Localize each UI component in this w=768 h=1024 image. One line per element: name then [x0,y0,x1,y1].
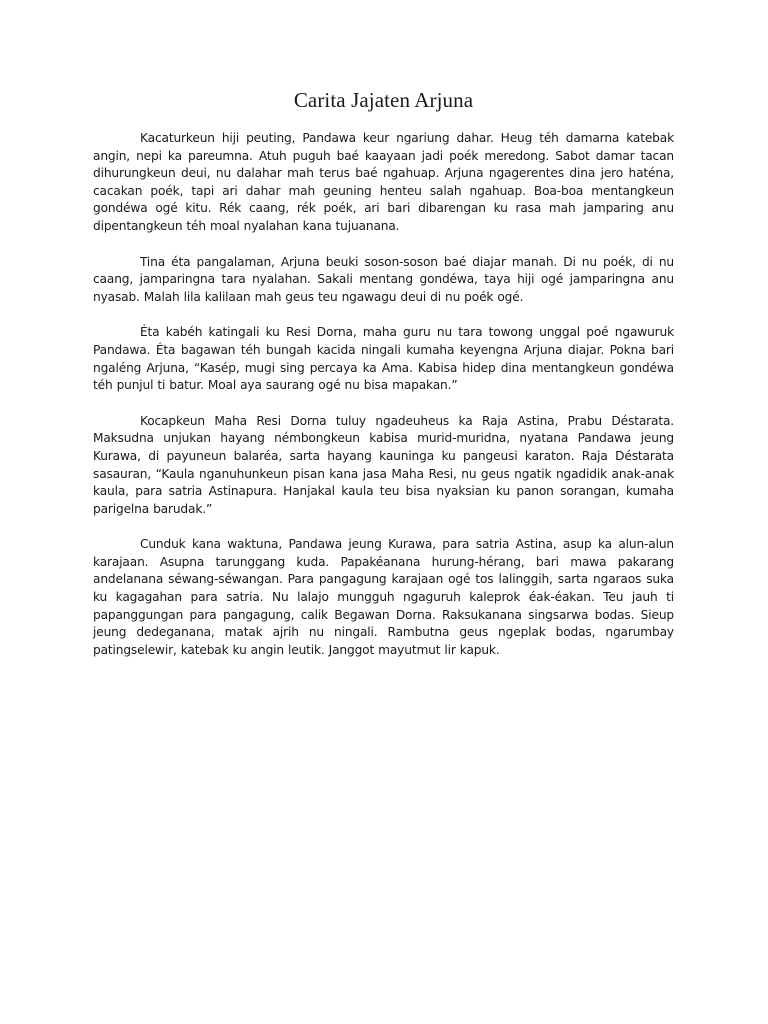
paragraph-2: Tina éta pangalaman, Arjuna beuki soson-soson baé diajar manah. Di nu poék, di nu caang, jamparingna tara nyalahan. Sakali mentang gondéwa, taya hiji ogé jamparingna anu nyasab. Malah lila kalilaan mah geus teu ngawagu deui di nu poék ogé. [93,254,674,304]
document-title: Carita Jajaten Arjuna [293,88,474,112]
document-page [93,82,674,677]
paragraph-1: Kacaturkeun hiji peuting, Pandawa keur ngariung dahar. Heug téh damarna katebak angin, nepi ka pareumna. Atuh puguh baé kaayaan jadi poék meredong. Sabot damar tacan dihurungkeun deui, nu dalahar mah terus baé ngahuap. Arjuna ngagerentes dina jero haténa, cacakan poék, tapi ari dahar mah geuning henteu salah ngahuap. Boa-boa mentangkeun gondéwa ogé kitu. Rék caang, rék poék, ari bari dibarengan ku rasa mah jamparing anu dipentangkeun téh moal nyalahan kana tujuanana. [93,131,674,233]
paragraph-3: Éta kabéh katingali ku Resi Dorna, maha guru nu tara towong unggal poé ngawuruk Pandawa. Éta bagawan téh bungah kacida ningali kumaha keyengna Arjuna diajar. Pokna bari ngaléng Arjuna, “Kasép, mugi sing percaya ka Ama. Kabisa hidep dina mentangkeun gondéwa téh punjul ti batur. Moal aya saurang ogé nu bisa mapakan.” [93,325,674,393]
paragraph-4: Kocapkeun Maha Resi Dorna tuluy ngadeuheus ka Raja Astina, Prabu Déstarata. Maksudna unjukan hayang némbongkeun kabisa murid-muridna, nyatana Pandawa jeung Kurawa, di payuneun balaréa, sarta hayang kauninga ku pangeusi karaton. Raja Déstarata sasauran, “Kaula nganuhunkeun pisan kana jasa Maha Resi, nu geus ngatik ngadidik anak-anak kaula, para satria Astinapura. Hanjakal kaula teu bisa nyaksian ku panon sorangan, kumaha parigelna barudak.” [93,413,674,516]
paragraph-5: Cunduk kana waktuna, Pandawa jeung Kurawa, para satria Astina, asup ka alun-alun karajaan. Asupna tarunggang kuda. Papakéanana hurung-hérang, bari mawa pakarang andelanana séwang-séwangan. Para pangagung karajaan ogé tos lalinggih, sarta ngaraos suka ku kagagahan para satria. Nu lalajo mungguh ngaguruh kaleprok éak-éakan. Teu jauh ti papanggungan para pangagung, calik Begawan Dorna. Raksukanana singsarwa bodas. Sieup jeung dedeganana, matak ajrih nu ningali. Rambutna geus ngeplak bodas, ngarumbay patingselewir, katebak ku angin leutik. Janggot mayutmut lir kapuk. [93,537,674,657]
